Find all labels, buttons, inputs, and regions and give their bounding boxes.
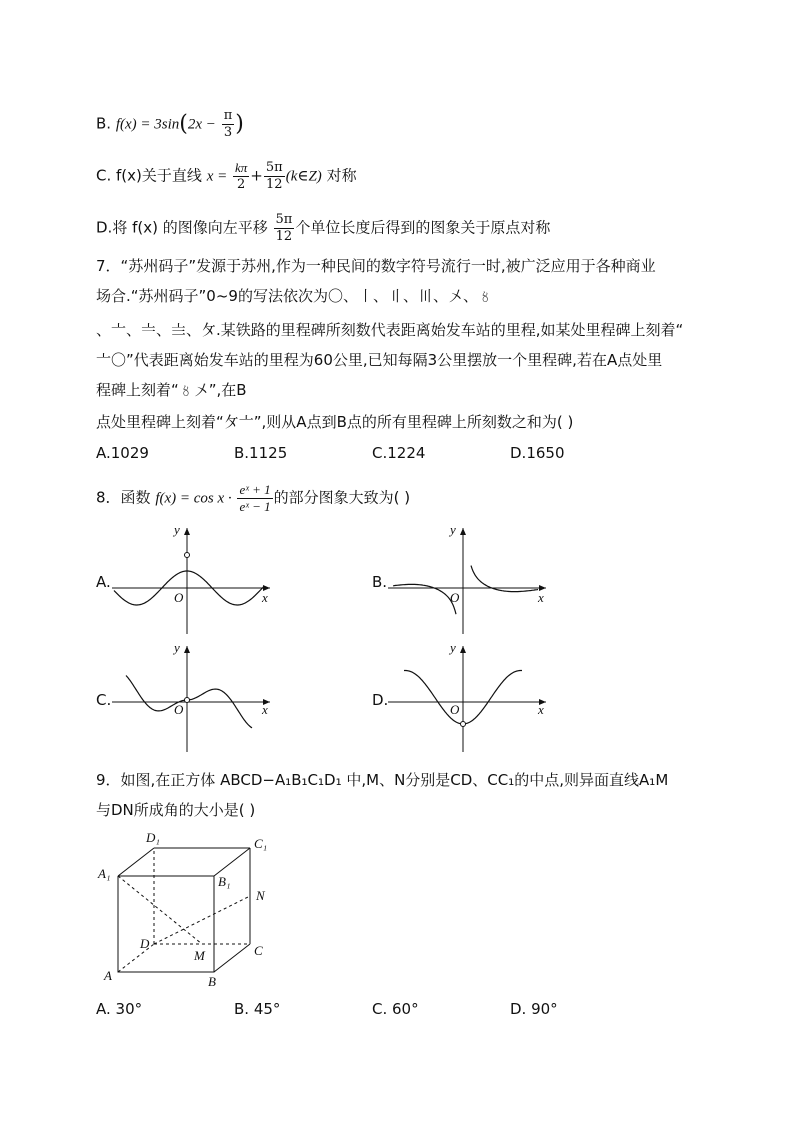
edge-b-c bbox=[214, 944, 250, 972]
text: 将 f(x) 的图像向左平移 bbox=[112, 218, 268, 237]
label-n: N bbox=[256, 888, 265, 903]
graph-d[interactable] bbox=[388, 640, 548, 755]
denominator: 12 bbox=[266, 177, 283, 192]
numerator: 5π bbox=[275, 212, 293, 227]
origin-label: O bbox=[450, 590, 460, 605]
q7-line-5: 程碑上刻着“〥〤”,在B bbox=[96, 381, 247, 399]
segment-a1-m bbox=[118, 876, 202, 944]
hole bbox=[185, 553, 190, 558]
y-label: y bbox=[174, 640, 180, 655]
text: 个单位长度后得到的图象关于原点对称 bbox=[295, 218, 551, 237]
fraction bbox=[264, 160, 285, 193]
text: 8．函数 bbox=[96, 488, 151, 507]
q6-option-b bbox=[96, 108, 244, 141]
q9-option-d[interactable]: D. 90° bbox=[510, 1000, 558, 1018]
segment-d-n bbox=[154, 896, 250, 944]
y-arrow bbox=[460, 646, 466, 653]
graph-a-label[interactable]: A. bbox=[96, 573, 111, 591]
q7-option-c[interactable]: C.1224 bbox=[372, 444, 426, 462]
fraction bbox=[274, 212, 295, 245]
q6-option-d bbox=[96, 212, 550, 245]
graph-d-label[interactable]: D. bbox=[372, 691, 389, 709]
text: 的部分图象大致为( ) bbox=[273, 488, 411, 507]
condition: (k∈Z) bbox=[285, 168, 322, 185]
paren: ) bbox=[235, 111, 244, 137]
q9-line-2: 与DN所成角的大小是( ) bbox=[96, 801, 256, 819]
math-expr: f(x) = 3sin bbox=[115, 116, 180, 133]
q9-option-c[interactable]: C. 60° bbox=[372, 1000, 419, 1018]
fraction bbox=[233, 160, 249, 193]
hole bbox=[185, 698, 190, 703]
graph-c[interactable] bbox=[112, 640, 272, 755]
q6-option-c bbox=[96, 160, 357, 193]
origin-label: O bbox=[174, 590, 184, 605]
text: 对称 bbox=[326, 166, 357, 185]
math-expr: 2x − bbox=[187, 116, 216, 133]
curve-left bbox=[393, 584, 456, 614]
q9-line-1: 9．如图,在正方体 ABCD−A₁B₁C₁D₁ 中,M、N分别是CD、CC₁的中点,则异面直线A₁M bbox=[96, 771, 669, 789]
hole bbox=[461, 722, 466, 727]
q7-line-6: 点处里程碑上刻着“〩〦”,则从A点到B点的所有里程碑上所刻数之和为( ) bbox=[96, 413, 574, 431]
plus: + bbox=[250, 166, 263, 185]
label-a: A bbox=[104, 968, 112, 983]
q7-line-2: 场合.“苏州码子”0~9的写法依次为〇、〡、〢、〣、〤、〥 bbox=[96, 287, 493, 305]
label-b: B bbox=[208, 974, 216, 989]
label-d1: D₁ bbox=[146, 830, 160, 845]
q7-options bbox=[96, 444, 716, 464]
y-arrow bbox=[460, 528, 466, 535]
y-label: y bbox=[450, 640, 456, 655]
option-label: D. bbox=[96, 218, 113, 237]
fraction bbox=[237, 482, 272, 515]
y-arrow bbox=[184, 528, 190, 535]
paren: ( bbox=[179, 111, 188, 137]
label-a1: A₁ bbox=[98, 866, 111, 881]
q7-line-1: 7．“苏州码子”发源于苏州,作为一种民间的数字符号流行一时,被广泛应用于各种商业 bbox=[96, 257, 656, 275]
label-d: D bbox=[140, 936, 150, 951]
edge-a1-d1 bbox=[118, 848, 154, 876]
math-expr: f(x) = cos x · bbox=[155, 490, 232, 507]
q7-option-d[interactable]: D.1650 bbox=[510, 444, 565, 462]
y-label: y bbox=[450, 522, 456, 537]
numerator: π bbox=[223, 108, 233, 123]
label-m: M bbox=[194, 948, 205, 963]
x-label: x bbox=[538, 590, 544, 605]
x-label: x bbox=[262, 702, 268, 717]
denominator: 12 bbox=[275, 229, 293, 244]
q9-option-a[interactable]: A. 30° bbox=[96, 1000, 143, 1018]
q7-option-b[interactable]: B.1125 bbox=[234, 444, 288, 462]
q9-option-b[interactable]: B. 45° bbox=[234, 1000, 281, 1018]
edge-b1-c1 bbox=[214, 848, 250, 876]
numerator: eˣ + 1 bbox=[239, 482, 271, 497]
label-c: C bbox=[254, 943, 263, 958]
cube-figure bbox=[96, 828, 286, 993]
graph-b[interactable] bbox=[388, 522, 548, 637]
q7-option-a[interactable]: A.1029 bbox=[96, 444, 149, 462]
x-label: x bbox=[538, 702, 544, 717]
q7-line-3: 、〦、〧、〨、〩.某铁路的里程碑所刻数代表距离始发车站的里程,如某处里程碑上刻着“ bbox=[96, 321, 684, 339]
q8-stem bbox=[96, 482, 410, 515]
math-expr: x = bbox=[206, 168, 228, 185]
origin-label: O bbox=[174, 702, 184, 717]
denominator: 2 bbox=[237, 177, 246, 192]
graph-b-label[interactable]: B. bbox=[372, 573, 388, 591]
fraction bbox=[222, 108, 235, 141]
graph-c-label[interactable]: C. bbox=[96, 691, 112, 709]
denominator: eˣ − 1 bbox=[239, 499, 271, 514]
y-arrow bbox=[184, 646, 190, 653]
graph-a[interactable] bbox=[112, 522, 272, 637]
text: f(x)关于直线 bbox=[116, 166, 202, 185]
option-label: B. bbox=[96, 114, 112, 133]
x-label: x bbox=[262, 590, 268, 605]
option-label: C. bbox=[96, 166, 112, 185]
y-label: y bbox=[174, 522, 180, 537]
label-c1: C₁ bbox=[254, 836, 268, 851]
denominator: 3 bbox=[223, 125, 233, 140]
numerator: kπ bbox=[235, 160, 248, 175]
origin-label: O bbox=[450, 702, 460, 717]
label-b1: B₁ bbox=[218, 874, 231, 889]
q9-options bbox=[96, 1000, 716, 1020]
q7-line-4: 〦〇”代表距离始发车站的里程为60公里,已知每隔3公里摆放一个里程碑,若在A点处里 bbox=[96, 351, 663, 369]
numerator: 5π bbox=[265, 160, 283, 175]
